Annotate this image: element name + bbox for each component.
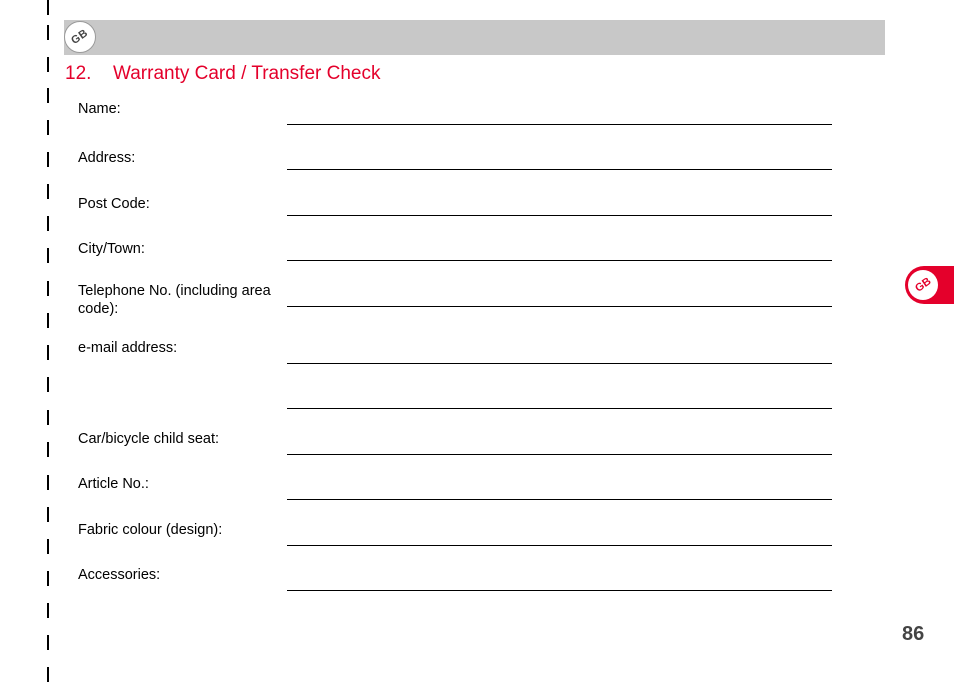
field-label-post-code: Post Code: (78, 196, 150, 212)
margin-tick (47, 152, 49, 167)
language-badge-icon (64, 21, 96, 53)
section-title (65, 63, 380, 85)
margin-tick (47, 635, 49, 650)
field-label-child-seat: Car/bicycle child seat: (78, 431, 220, 447)
margin-tick (47, 345, 49, 360)
field-line-child-seat[interactable] (287, 454, 832, 455)
margin-tick (47, 120, 49, 135)
margin-tick (47, 184, 49, 199)
margin-tick (47, 507, 49, 522)
binding-margin-ticks (47, 0, 49, 677)
section-title-text: Warranty Card / Transfer Check (113, 63, 381, 84)
field-label-fabric-colour: Fabric colour (design): (78, 522, 223, 538)
field-line-city-town[interactable] (287, 260, 832, 261)
margin-tick (47, 603, 49, 618)
language-badge-label: GB (69, 27, 91, 47)
header-bar (64, 20, 885, 55)
field-line-post-code[interactable] (287, 215, 832, 216)
page-number: 86 (902, 623, 925, 645)
field-label-city-town: City/Town: (78, 241, 145, 257)
margin-tick (47, 216, 49, 231)
field-line-telephone[interactable] (287, 306, 832, 307)
margin-tick (47, 571, 49, 586)
field-line-accessories[interactable] (287, 590, 832, 591)
field-label-email: e-mail address: (78, 340, 178, 356)
margin-tick (47, 88, 49, 103)
field-line-name[interactable] (287, 124, 832, 125)
field-line-fabric-colour[interactable] (287, 545, 832, 546)
margin-tick (47, 539, 49, 554)
margin-tick (47, 57, 49, 72)
margin-tick (47, 442, 49, 457)
margin-tick (47, 0, 49, 15)
language-side-badge-icon (908, 270, 938, 300)
field-line-email-continued[interactable] (287, 408, 832, 409)
section-number: 12. (65, 63, 92, 84)
field-label-article-no: Article No.: (78, 476, 149, 492)
field-line-address[interactable] (287, 169, 832, 170)
margin-tick (47, 377, 49, 392)
margin-tick (47, 475, 49, 490)
field-label-telephone: Telephone No. (including area code): (78, 283, 271, 317)
margin-tick (47, 410, 49, 425)
field-label-name: Name: (78, 101, 121, 117)
field-label-address: Address: (78, 150, 136, 166)
margin-tick (47, 667, 49, 682)
margin-tick (47, 248, 49, 263)
side-badge-label: GB (912, 275, 934, 295)
margin-tick (47, 281, 49, 296)
margin-tick (47, 25, 49, 40)
field-line-article-no[interactable] (287, 499, 832, 500)
field-line-email[interactable] (287, 363, 832, 364)
margin-tick (47, 313, 49, 328)
field-label-accessories: Accessories: (78, 567, 161, 583)
